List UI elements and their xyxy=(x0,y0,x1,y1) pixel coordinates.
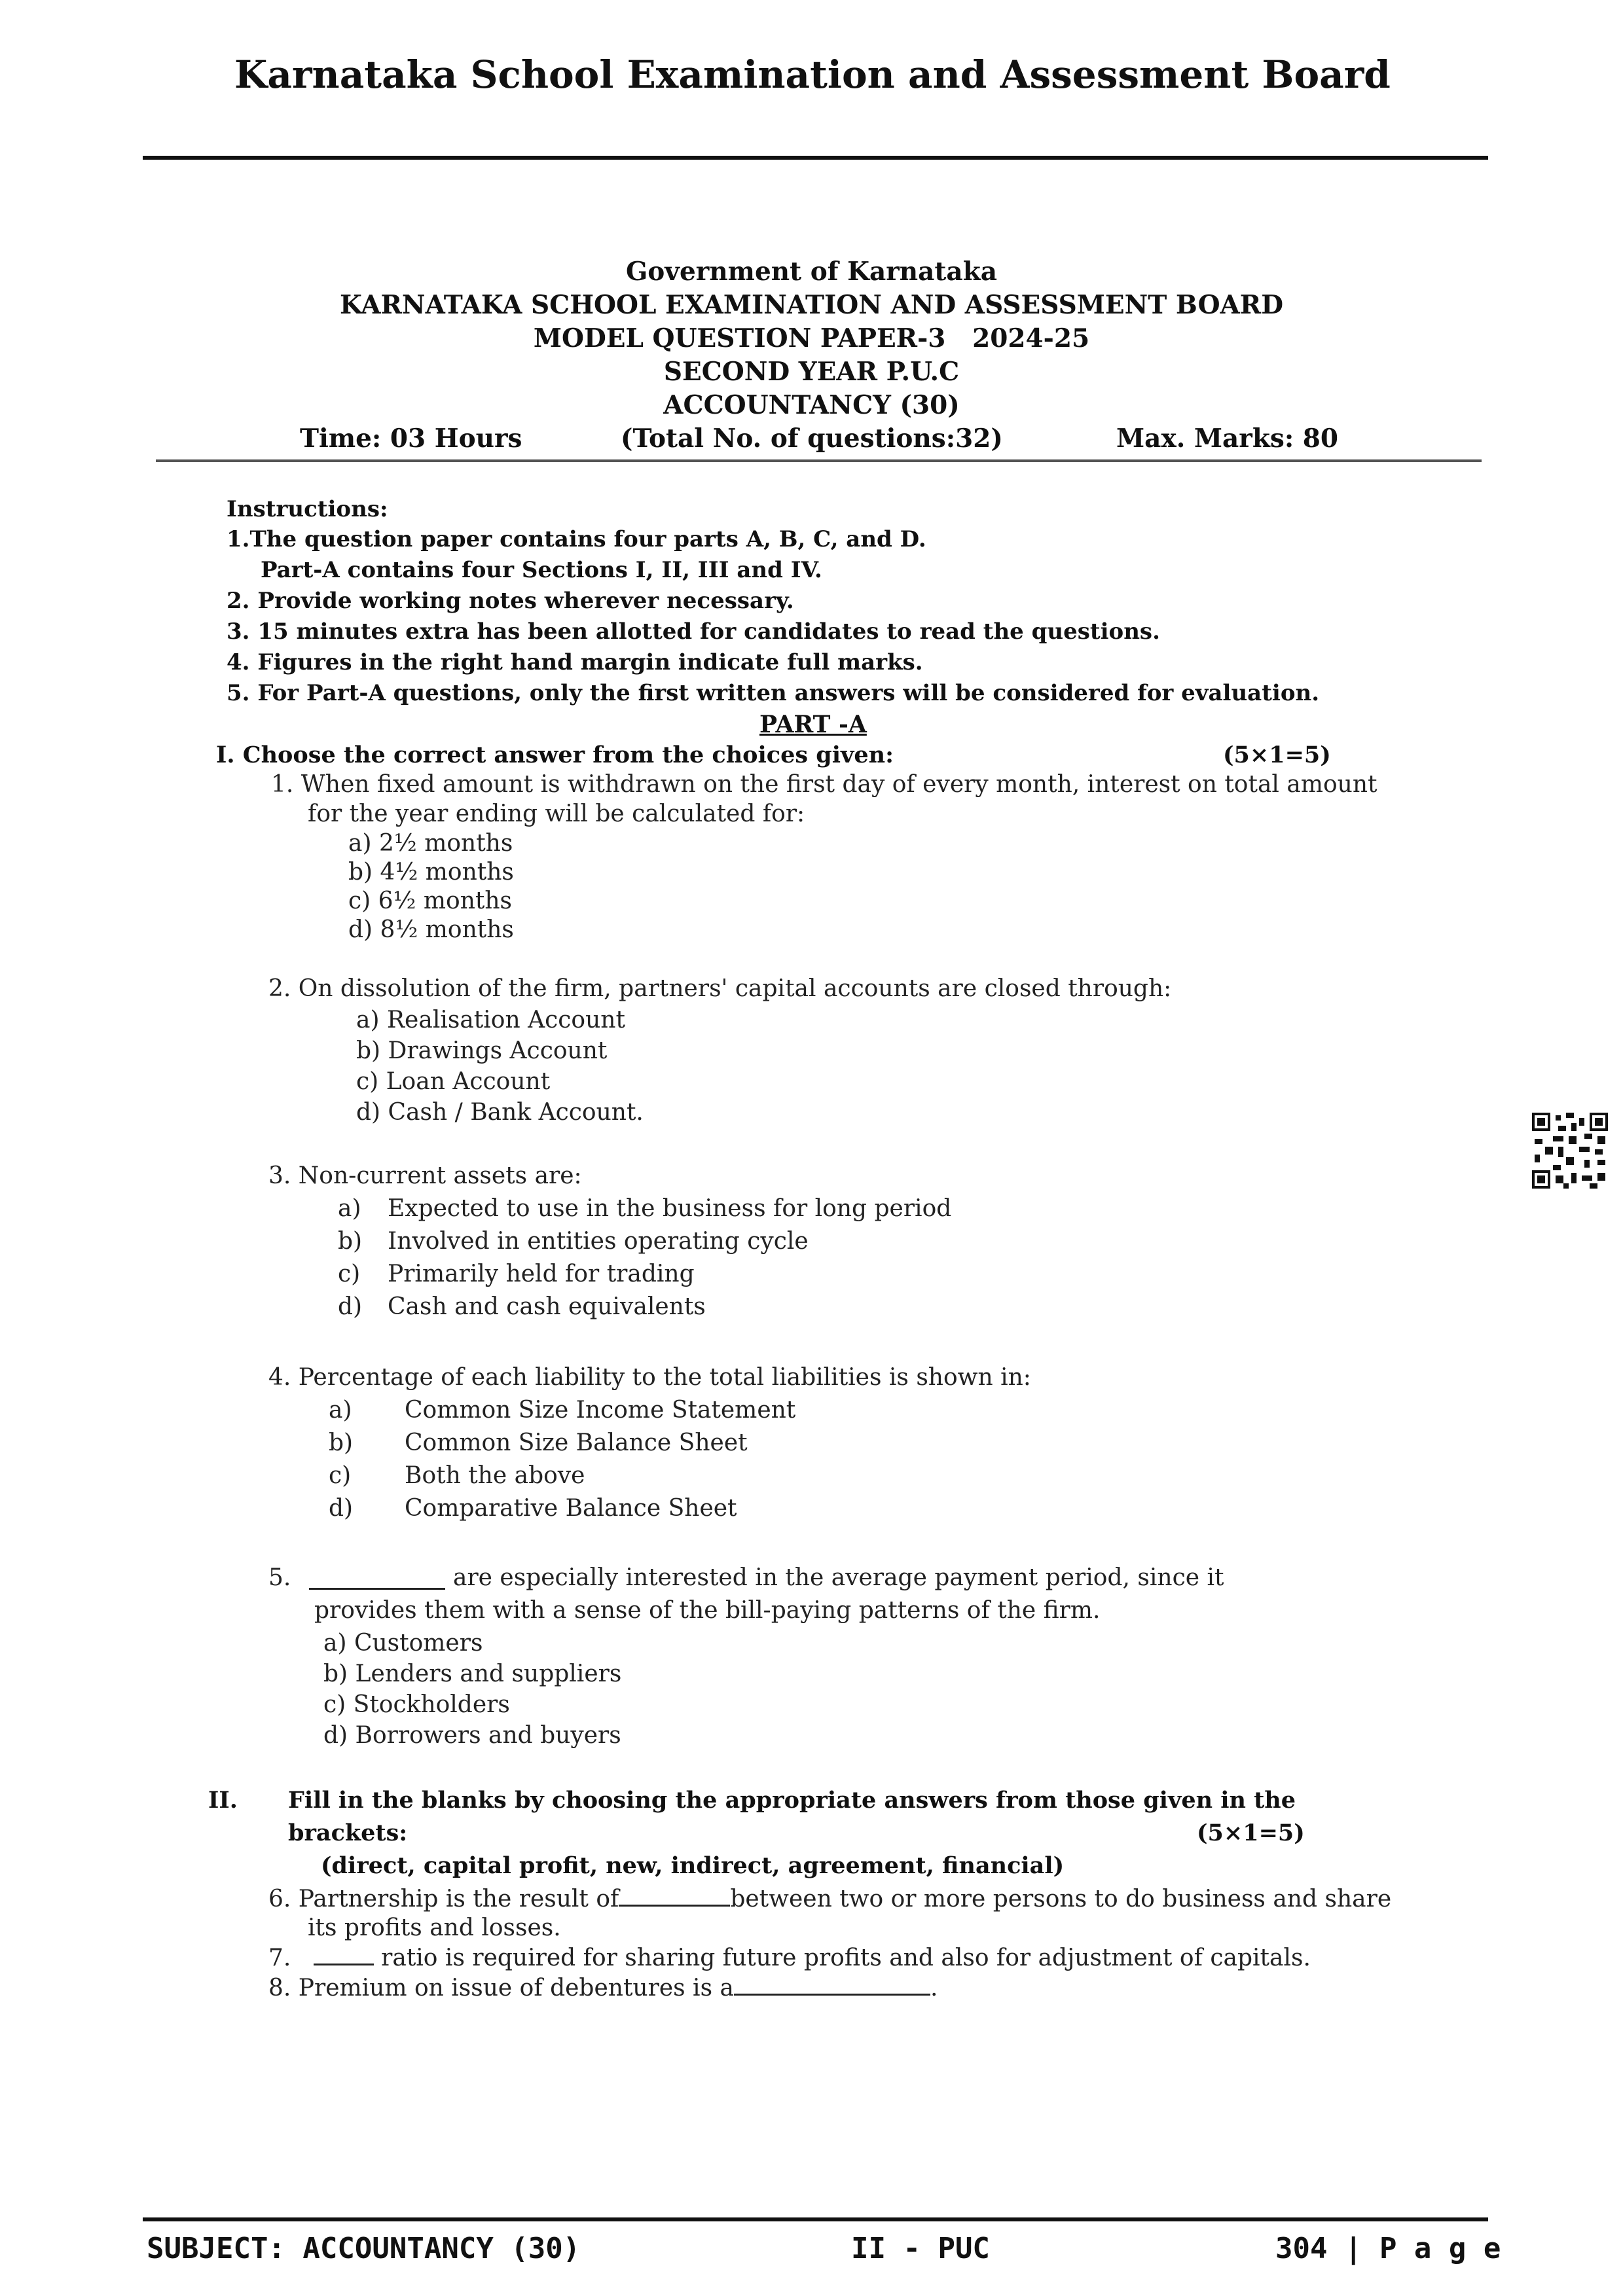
question-5-option-b: b) Lenders and suppliers xyxy=(323,1660,622,1687)
question-6-text xyxy=(268,1885,1391,1912)
section-2-heading: Fill in the blanks by choosing the appropriate answers from those given in the xyxy=(288,1787,1296,1814)
question-3-letter-c: c) xyxy=(338,1261,361,1287)
question-4-letter-b: b) xyxy=(329,1429,354,1456)
banner-divider xyxy=(143,156,1488,160)
question-4-option-a: Common Size Income Statement xyxy=(405,1397,796,1424)
question-5-number: 5. xyxy=(268,1564,291,1591)
instruction-item: 5. For Part-A questions, only the first written answers will be considered for evaluation. xyxy=(227,680,1320,706)
question-4-letter-c: c) xyxy=(329,1462,352,1489)
instruction-item: 1.The question paper contains four parts A, B, C, and D. xyxy=(227,526,926,552)
question-7-suffix: ratio is required for sharing future profits and also for adjustment of capitals. xyxy=(381,1945,1311,1971)
footer-divider xyxy=(143,2217,1488,2221)
header-government: Government of Karnataka xyxy=(625,257,997,287)
question-6-text-cont: its profits and losses. xyxy=(308,1914,561,1941)
instruction-item: 4. Figures in the right hand margin indicate full marks. xyxy=(227,649,923,675)
question-8-suffix: . xyxy=(930,1975,938,2001)
header-total-questions: (Total No. of questions:32) xyxy=(621,423,1003,454)
question-7-text xyxy=(268,1944,1311,1971)
question-2-text: 2. On dissolution of the firm, partners' capital accounts are closed through: xyxy=(268,975,1172,1002)
question-5-text-cont: provides them with a sense of the bill-paying patterns of the firm. xyxy=(314,1597,1101,1624)
footer-page-number: 304 | P a g e xyxy=(1275,2232,1501,2265)
question-5-option-a: a) Customers xyxy=(323,1630,483,1657)
question-8-prefix: 8. Premium on issue of debentures is a xyxy=(268,1975,734,2001)
question-4-letter-a: a) xyxy=(329,1397,352,1424)
question-3-option-a: Expected to use in the business for long period xyxy=(388,1195,952,1222)
section-1-heading: I. Choose the correct answer from the choices given: xyxy=(216,742,894,768)
page-banner-title: Karnataka School Examination and Assessment Board xyxy=(234,52,1391,97)
question-1-option-c: c) 6½ months xyxy=(348,888,513,914)
header-paper: MODEL QUESTION PAPER-3 2024-25 xyxy=(533,323,1090,353)
question-6-prefix: 6. Partnership is the result of xyxy=(268,1886,619,1912)
question-3-letter-b: b) xyxy=(338,1228,363,1255)
question-2-option-d: d) Cash / Bank Account. xyxy=(356,1099,644,1126)
part-a-title: PART -A xyxy=(759,711,867,738)
question-5-option-c: c) Stockholders xyxy=(323,1691,510,1718)
question-1-text-cont: for the year ending will be calculated for: xyxy=(308,800,805,827)
question-3-letter-a: a) xyxy=(338,1195,361,1222)
instruction-item: Part-A contains four Sections I, II, III and IV. xyxy=(261,557,822,583)
footer-subject: SUBJECT: ACCOUNTANCY (30) xyxy=(147,2232,581,2265)
question-2-option-b: b) Drawings Account xyxy=(356,1037,608,1064)
question-4-letter-d: d) xyxy=(329,1495,354,1522)
question-3-option-b: Involved in entities operating cycle xyxy=(388,1228,809,1255)
question-6-suffix: between two or more persons to do business and share xyxy=(730,1886,1392,1912)
question-4-option-b: Common Size Balance Sheet xyxy=(405,1429,748,1456)
question-4-option-d: Comparative Balance Sheet xyxy=(405,1495,737,1522)
question-4-text: 4. Percentage of each liability to the total liabilities is shown in: xyxy=(268,1364,1031,1391)
header-max-marks: Max. Marks: 80 xyxy=(1116,423,1339,454)
header-subject: ACCOUNTANCY (30) xyxy=(663,390,960,420)
question-2-option-c: c) Loan Account xyxy=(356,1068,551,1095)
question-5-text: are especially interested in the average payment period, since it xyxy=(453,1564,1224,1591)
question-8-blank xyxy=(734,1974,930,1996)
question-1-option-d: d) 8½ months xyxy=(348,916,514,943)
instructions-title: Instructions: xyxy=(227,496,388,522)
section-2-marks: (5×1=5) xyxy=(1197,1820,1305,1846)
question-4-option-c: Both the above xyxy=(405,1462,585,1489)
question-5-blank xyxy=(309,1564,445,1590)
qr-code-icon xyxy=(1532,1113,1608,1189)
header-year: SECOND YEAR P.U.C xyxy=(663,357,960,387)
header-time: Time: 03 Hours xyxy=(300,423,522,454)
question-5-option-d: d) Borrowers and buyers xyxy=(323,1722,621,1749)
question-7-prefix: 7. xyxy=(268,1945,291,1971)
instruction-item: 2. Provide working notes wherever necessary. xyxy=(227,588,794,614)
instruction-item: 3. 15 minutes extra has been allotted for candidates to read the questions. xyxy=(227,619,1160,645)
header-divider xyxy=(156,459,1482,462)
section-1-marks: (5×1=5) xyxy=(1223,742,1331,768)
question-8-text xyxy=(268,1974,938,2001)
question-3-option-c: Primarily held for trading xyxy=(388,1261,695,1287)
question-3-option-d: Cash and cash equivalents xyxy=(388,1293,706,1320)
question-1-option-a: a) 2½ months xyxy=(348,830,513,857)
footer-class: II - PUC xyxy=(851,2232,990,2265)
section-2-heading-cont: brackets: xyxy=(288,1820,408,1846)
question-3-letter-d: d) xyxy=(338,1293,363,1320)
question-2-option-a: a) Realisation Account xyxy=(356,1007,625,1033)
question-1-option-b: b) 4½ months xyxy=(348,859,514,886)
section-2-number: II. xyxy=(208,1787,238,1814)
question-1-text: 1. When fixed amount is withdrawn on the first day of every month, interest on total amount xyxy=(271,771,1377,798)
section-2-choices: (direct, capital profit, new, indirect, agreement, financial) xyxy=(321,1852,1065,1879)
header-board: KARNATAKA SCHOOL EXAMINATION AND ASSESSMENT BOARD xyxy=(339,290,1284,320)
question-3-text: 3. Non-current assets are: xyxy=(268,1162,582,1189)
question-7-blank xyxy=(314,1944,374,1965)
question-6-blank xyxy=(619,1885,730,1907)
